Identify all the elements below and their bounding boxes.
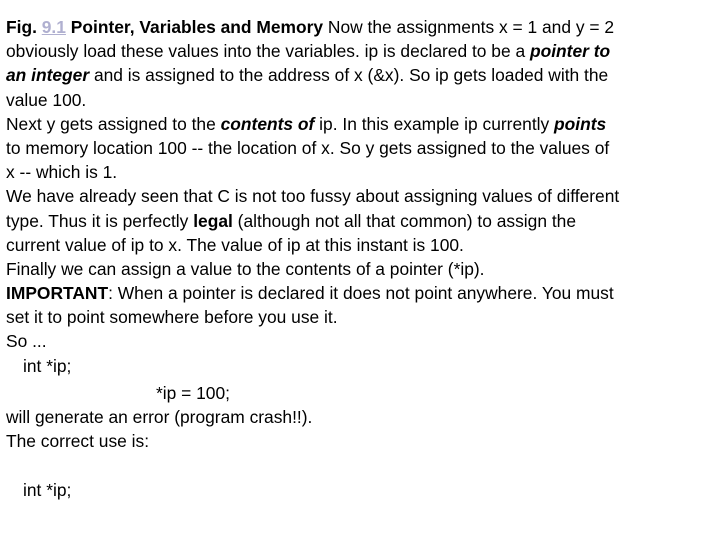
important-label: IMPORTANT [6,283,109,304]
document-body [6,15,714,502]
paragraph1-line1: Now the assignments x = 1 and y = 2 [323,17,615,37]
paragraph2-emphasis-contents-of: contents of [220,113,315,134]
paragraph1-line3 [6,63,714,87]
paragraph2-line1 [6,112,714,136]
paragraph2-line3: x -- which is 1. [6,162,118,183]
paragraph5-line5: The correct use is: [6,431,150,452]
paragraph3-line1: We have already seen that C is not too fussy about assigning values of different [6,186,620,207]
paragraph2-line1-b: ip. In this example ip currently [314,113,555,134]
paragraph3-line2-a: type. Thus it is perfectly [6,210,194,231]
paragraph4-line1: Finally we can assign a value to the contents of a pointer (*ip). [6,258,485,279]
paragraph1-emphasis-an-integer: an integer [6,65,90,86]
figure-label: Fig. [6,17,37,37]
paragraph1-line2 [6,39,714,63]
paragraph5-line4: will generate an error (program crash!!). [6,407,313,428]
paragraph3-line3: current value of ip to x. The value of ip at this instant is 100. [6,234,464,255]
paragraph1-line2-text: obviously load these values into the variables. ip is declared to be a [6,41,530,62]
paragraph5-line3: So ... [6,331,47,352]
paragraph1-line4: value 100. [6,89,87,110]
paragraph1-line3-text: and is assigned to the address of x (&x). So ip gets loaded with the [89,65,609,86]
figure-title: Pointer, Variables and Memory [70,17,324,37]
code-spacer-2 [6,454,714,478]
paragraph3-line2-b: (although not all that common) to assign the [232,210,577,231]
paragraph3-emphasis-legal: legal [193,210,233,231]
paragraph5-line2: set it to point somewhere before you use it. [6,307,338,328]
paragraph1-emphasis-pointer-to: pointer to [529,41,611,62]
figure-number-link[interactable]: 9.1 [41,17,66,37]
paragraph2-emphasis-points: points [554,113,607,134]
paragraph5-line1 [6,281,714,305]
code-line-declaration: int *ip; [23,355,72,376]
paragraph2-line1-a: Next y gets assigned to the [6,113,221,134]
paragraph3-line2 [6,209,714,233]
code-line-assignment: *ip = 100; [156,383,230,403]
paragraph5-line1-text: : When a pointer is declared it does not point anywhere. You must [108,283,614,304]
code-line-correct-declaration: int *ip; [23,479,72,500]
figure-heading-line [6,15,714,39]
paragraph2-line2: to memory location 100 -- the location of x. So y gets assigned to the values of [6,137,610,158]
